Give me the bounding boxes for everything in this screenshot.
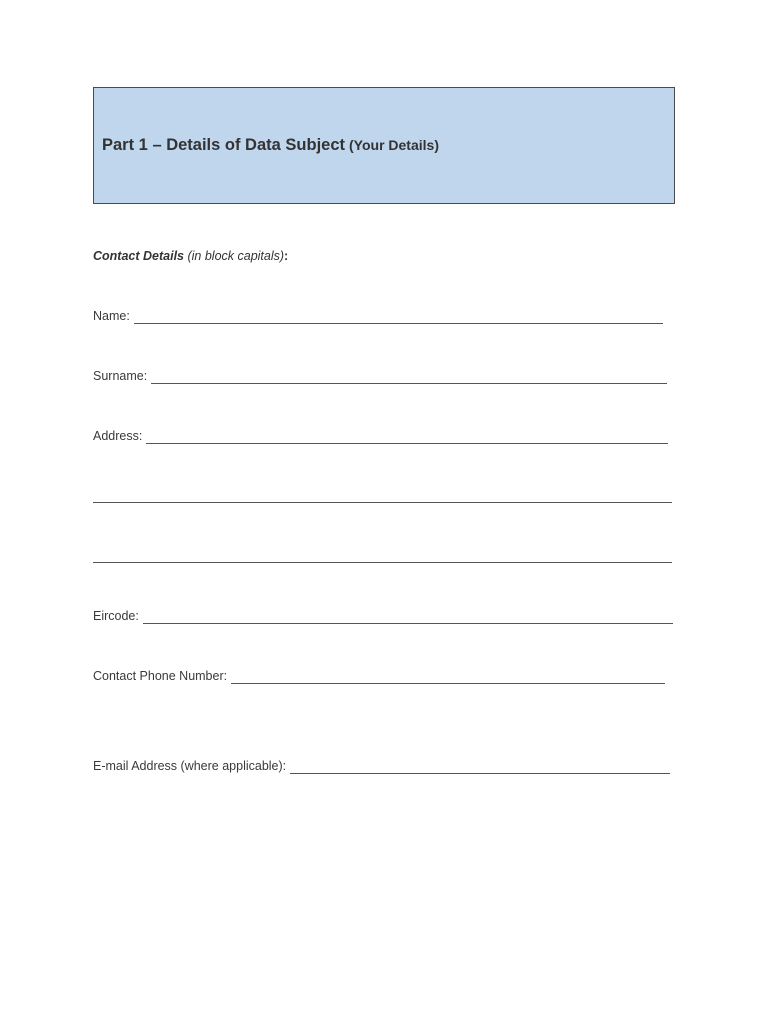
- eircode-field: [93, 609, 673, 624]
- email-label: E-mail Address (where applicable):: [93, 759, 287, 773]
- eircode-input-line[interactable]: [143, 609, 673, 624]
- contact-heading-bold: Contact Details: [93, 249, 184, 263]
- eircode-label: Eircode:: [93, 609, 139, 623]
- contact-heading-note: (in block capitals): [184, 249, 285, 263]
- name-field: [93, 309, 663, 324]
- phone-label: Contact Phone Number:: [93, 669, 228, 683]
- contact-details-heading: [93, 249, 288, 263]
- email-input-line[interactable]: [290, 759, 670, 774]
- surname-label: Surname:: [93, 369, 148, 383]
- name-input-line[interactable]: [134, 309, 663, 324]
- address-input-line-2[interactable]: [93, 502, 672, 503]
- section-title-main: Part 1 – Details of Data Subject: [102, 136, 345, 154]
- surname-field: [93, 369, 667, 384]
- address-field: [93, 429, 668, 444]
- section-title-sub: (Your Details): [349, 137, 439, 153]
- phone-field: [93, 669, 665, 684]
- section-title: [102, 136, 439, 155]
- name-label: Name:: [93, 309, 130, 323]
- contact-heading-colon: :: [284, 249, 289, 263]
- section-header-box: [93, 87, 675, 204]
- address-input-line-3[interactable]: [93, 562, 672, 563]
- phone-input-line[interactable]: [231, 669, 665, 684]
- surname-input-line[interactable]: [151, 369, 667, 384]
- email-field: [93, 759, 670, 774]
- address-label: Address:: [93, 429, 143, 443]
- address-input-line-1[interactable]: [146, 429, 668, 444]
